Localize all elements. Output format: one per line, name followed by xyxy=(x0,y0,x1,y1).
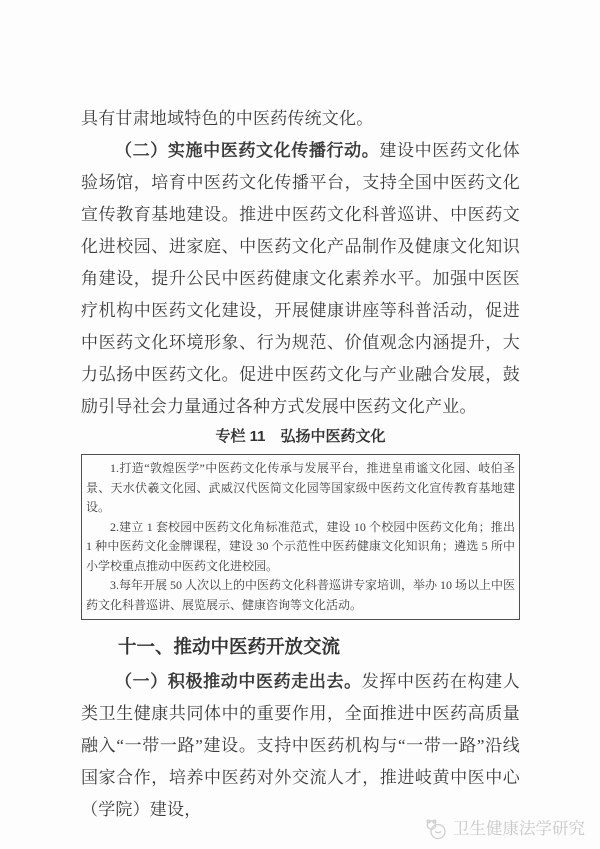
special-column-box xyxy=(81,454,520,620)
paragraph-text: 发挥中医药在构建人类卫生健康共同体中的重要作用，全面推进中医药高质量融入“一带一路”建设。支持中医药机构与“一带一路”沿线国家合作，培养中医药对外交流人才，推进岐黄中医中心（学院）建设， xyxy=(81,672,520,819)
paragraph-text: 建设中医药文化体验场馆，培育中医药文化传播平台，支持全国中医药文化宣传教育基地建设。推进中医药文化科普巡讲、中医药文化进校园、进家庭、中医药文化产品制作及健康文化知识角建设，提升公民中医药健康文化素养水平。加强中医医疗机构中医药文化建设，开展健康讲座等科普活动，促进中医药文化环境形象、行为规范、价值观念内涵提升，大力弘扬中医药文化。促进中医药文化与产业融合发展，鼓励引导社会力量通过各种方式发展中医药文化产业。 xyxy=(81,141,520,416)
paragraph-lead: （一）积极推动中医药走出去。 xyxy=(115,672,362,691)
watermark-logo-icon xyxy=(424,818,448,840)
column-box-title: 专栏 11 弘扬中医药文化 xyxy=(215,428,386,445)
section-heading: 十一、推动中医药开放交流 xyxy=(118,636,341,657)
paragraph-lead: （二）实施中医药文化传播行动。 xyxy=(115,141,380,160)
document-content xyxy=(81,103,520,826)
watermark xyxy=(424,818,585,840)
paragraph-exchange xyxy=(81,666,520,826)
intro-line: 具有甘肃地域特色的中医药传统文化。 xyxy=(81,109,374,128)
paragraph-culture-action xyxy=(81,135,520,423)
column-box-item-1: 1.打造“敦煌医学”中医药文化传承与发展平台，推进皇甫谧文化园、岐伯圣景、天水伏羲文化园、武威汉代医简文化园等国家级中医药文化宣传教育基地建设。 xyxy=(86,461,515,514)
watermark-text: 卫生健康法学研究 xyxy=(453,820,585,838)
column-box-item-3: 3.每年开展 50 人次以上的中医药文化科普巡讲专家培训，举办 10 场以上中医药文化科普巡讲、展览展示、健康咨询等文化活动。 xyxy=(86,578,516,612)
column-box-item-2: 2.建立 1 套校园中医药文化角标准范式，建设 10 个校园中医药文化角；推出 1 种中医药文化金牌课程，建设 30 个示范性中医药健康文化知识角；遴选 5 所中小学校重点推动中医药文化进校园。 xyxy=(86,519,515,573)
